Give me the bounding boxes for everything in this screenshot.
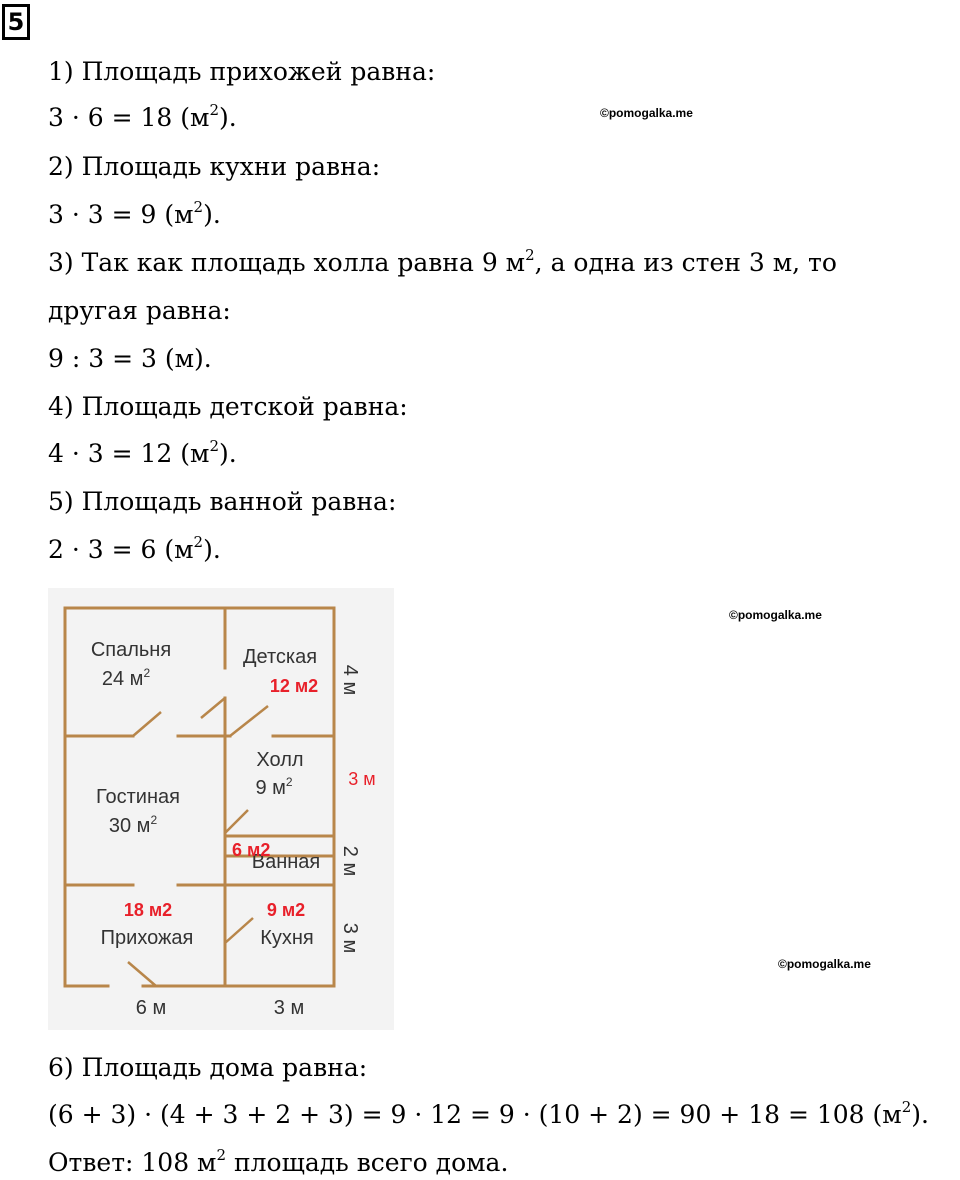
step-1-calculation: 3 · 6 = 18 $(м^2)$. (48, 101, 237, 132)
step-6-calculation: (6 + 3) · (4 + 3 + 2 + 3) = 9 · 12 = 9 · (10 + 2) = 90 + 18 = 108 $(м^2)$. (48, 1098, 929, 1129)
dim-bottom-left: 6 м (135, 997, 167, 1019)
step-5-title: 5) Площадь ванной равна: (48, 487, 397, 516)
step-6-title: 6) Площадь дома равна: (48, 1053, 368, 1082)
bedroom-area: 24 $м^2$ (101, 666, 151, 690)
kitchen-area: 9 м2 (266, 900, 306, 920)
step-3-text: 3) Так как площадь холла равна 9 $м^2$, а одна из стен 3 м, то (48, 246, 837, 277)
dim-right-kitchen: 3 м (339, 922, 361, 954)
step-2-calculation: 3 · 3 = 9 $(м^2)$. (48, 198, 221, 229)
bathroom-area: 6 м2 (232, 840, 271, 860)
step-3-text-continued: другая равна: (48, 296, 231, 325)
problem-number-badge: 5 (2, 4, 30, 40)
dim-right-top: 4 м (339, 664, 361, 696)
step-1-title: 1) Площадь прихожей равна: (48, 57, 436, 86)
bedroom-label: Спальня (90, 639, 172, 661)
hall-area: 9 $м^2$ (255, 775, 293, 799)
answer: Ответ: 108 $м^2$ площадь всего дома. (48, 1146, 509, 1177)
step-2-title: 2) Площадь кухни равна: (48, 152, 381, 181)
living-room-label: Гостиная (96, 786, 180, 808)
kids-room-area: 12 м2 (269, 676, 319, 696)
kitchen-label: Кухня (260, 927, 314, 949)
watermark: ©pomogalka.me (778, 957, 871, 971)
kids-room-label: Детская (242, 646, 318, 668)
watermark: ©pomogalka.me (600, 106, 693, 120)
entry-label: Прихожая (100, 927, 194, 949)
living-room-area: 30 $м^2$ (108, 813, 158, 837)
watermark: ©pomogalka.me (729, 608, 822, 622)
floor-plan (48, 588, 394, 1030)
step-3-calculation: 9 : 3 = 3 (м). (48, 344, 212, 373)
hall-label: Холл (256, 749, 304, 771)
step-4-title: 4) Площадь детской равна: (48, 392, 408, 421)
dim-right-bath: 2 м (339, 845, 361, 877)
dim-bottom-right: 3 м (273, 997, 305, 1019)
step-4-calculation: 4 · 3 = 12 $(м^2)$. (48, 437, 237, 468)
bathroom-label: Ванная (251, 851, 321, 873)
entry-area: 18 м2 (123, 900, 173, 920)
step-5-calculation: 2 · 3 = 6 $(м^2)$. (48, 533, 221, 564)
dim-right-hall: 3 м (348, 769, 376, 789)
